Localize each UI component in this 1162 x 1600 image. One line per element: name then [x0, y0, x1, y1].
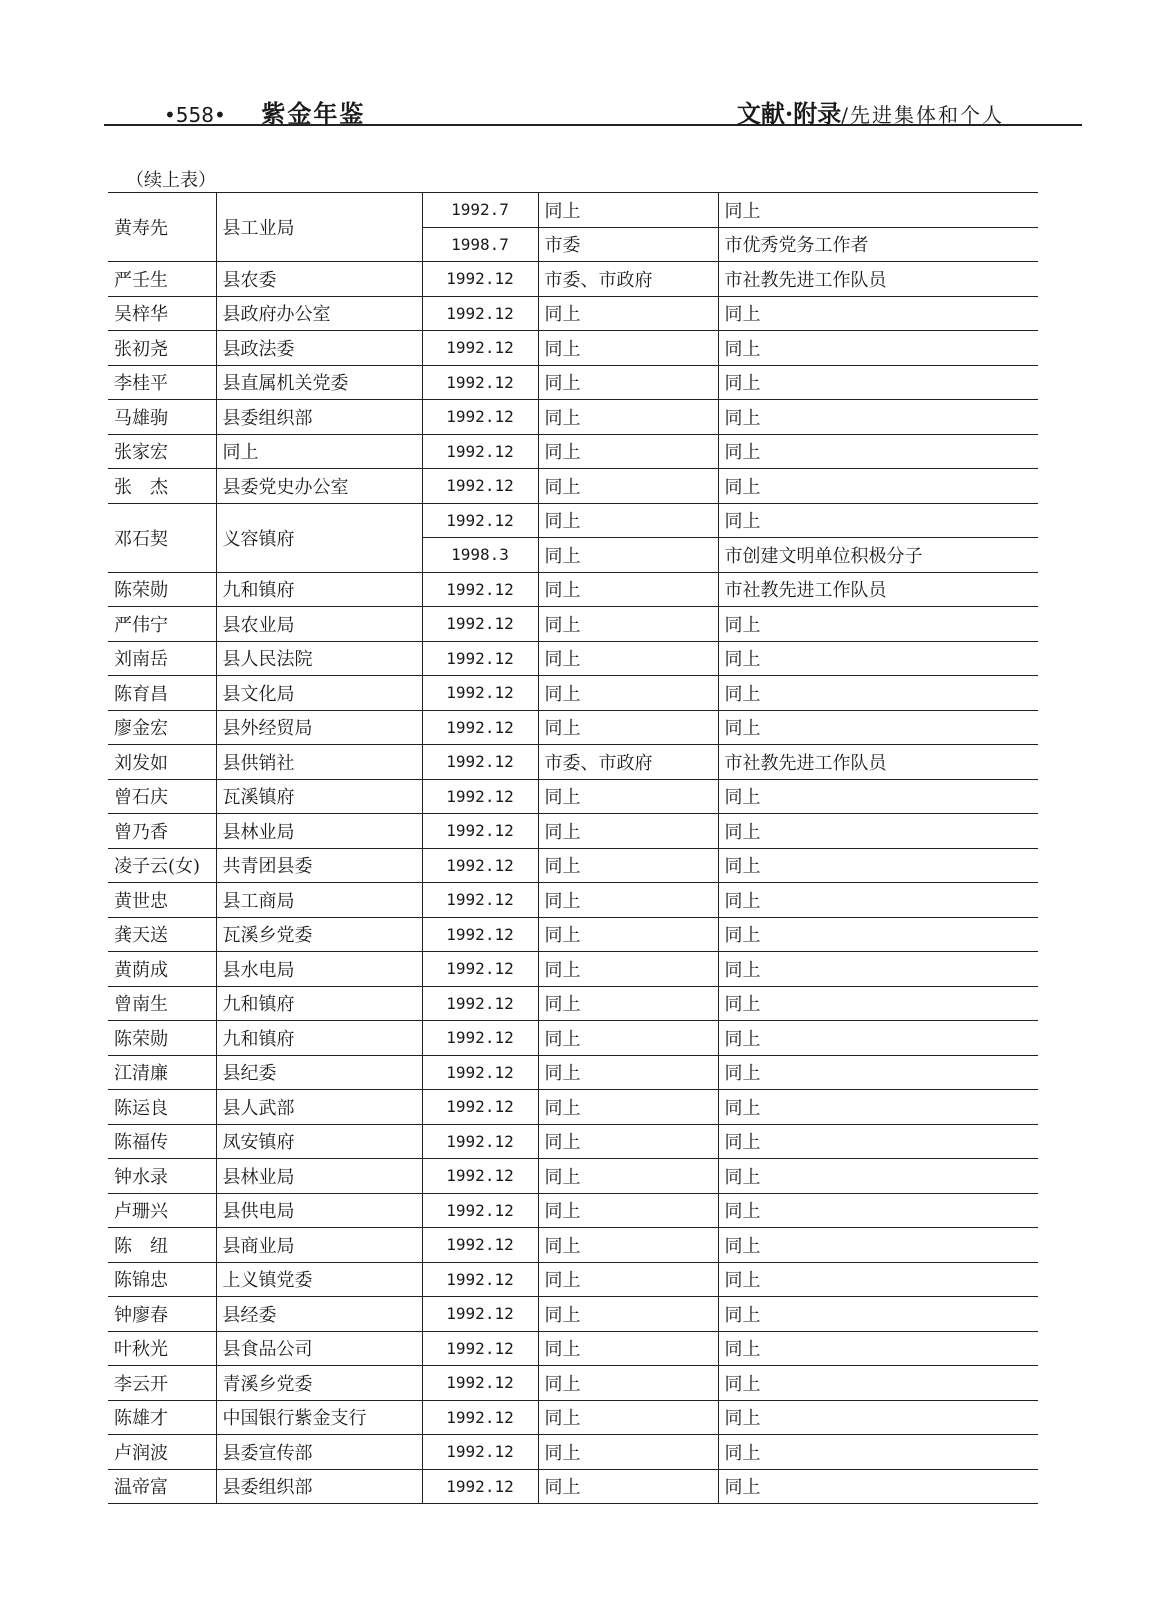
honor-title: 同上	[718, 952, 1038, 987]
table-row	[108, 1228, 1038, 1263]
table-row	[108, 1331, 1038, 1366]
person-name: 曾石庆	[108, 779, 216, 814]
honor-title: 同上	[718, 779, 1038, 814]
honor-title: 同上	[718, 331, 1038, 366]
person-name: 刘发如	[108, 745, 216, 780]
header-right	[737, 94, 1004, 129]
table-row	[108, 814, 1038, 849]
award-date: 1992.12	[422, 986, 538, 1021]
work-unit: 瓦溪镇府	[216, 779, 422, 814]
honor-title: 市创建文明单位积极分子	[718, 538, 1038, 573]
person-name: 陈雄才	[108, 1400, 216, 1435]
honor-title: 同上	[718, 848, 1038, 883]
award-issuer: 同上	[538, 331, 718, 366]
award-issuer: 同上	[538, 503, 718, 538]
honor-title: 同上	[718, 1262, 1038, 1297]
work-unit: 县商业局	[216, 1228, 422, 1263]
person-name: 吴梓华	[108, 296, 216, 331]
honor-title: 同上	[718, 365, 1038, 400]
award-issuer: 同上	[538, 710, 718, 745]
work-unit: 县外经贸局	[216, 710, 422, 745]
honor-title: 同上	[718, 296, 1038, 331]
person-name: 陈福传	[108, 1124, 216, 1159]
award-issuer: 同上	[538, 1159, 718, 1194]
work-unit: 县林业局	[216, 814, 422, 849]
award-issuer: 同上	[538, 1090, 718, 1125]
award-issuer: 同上	[538, 572, 718, 607]
award-date: 1992.12	[422, 331, 538, 366]
award-issuer: 市委	[538, 227, 718, 262]
award-date: 1992.12	[422, 1469, 538, 1504]
award-issuer: 同上	[538, 193, 718, 228]
award-date: 1992.12	[422, 296, 538, 331]
table-row	[108, 883, 1038, 918]
continued-note: （续上表）	[126, 170, 216, 191]
honor-title: 同上	[718, 1331, 1038, 1366]
award-issuer: 同上	[538, 1262, 718, 1297]
person-name: 邓石契	[108, 503, 216, 572]
work-unit: 县工商局	[216, 883, 422, 918]
award-date: 1992.12	[422, 745, 538, 780]
work-unit: 县农业局	[216, 607, 422, 642]
honor-title: 同上	[718, 1400, 1038, 1435]
honor-title: 同上	[718, 1228, 1038, 1263]
honor-title: 同上	[718, 1055, 1038, 1090]
award-date: 1992.12	[422, 607, 538, 642]
table-row	[108, 952, 1038, 987]
work-unit: 九和镇府	[216, 1021, 422, 1056]
award-issuer: 同上	[538, 1366, 718, 1401]
table-row	[108, 1159, 1038, 1194]
person-name: 陈运良	[108, 1090, 216, 1125]
table-row	[108, 1055, 1038, 1090]
honor-title: 同上	[718, 193, 1038, 228]
award-issuer: 同上	[538, 1297, 718, 1332]
award-date: 1992.12	[422, 1331, 538, 1366]
awards-table-body	[108, 193, 1038, 1504]
award-date: 1992.12	[422, 676, 538, 711]
person-name: 黄世忠	[108, 883, 216, 918]
table-row	[108, 331, 1038, 366]
book-title: 紫金年鉴	[261, 99, 366, 128]
table-row	[108, 262, 1038, 297]
person-name: 陈锦忠	[108, 1262, 216, 1297]
award-issuer: 同上	[538, 296, 718, 331]
table-row	[108, 469, 1038, 504]
table-row	[108, 434, 1038, 469]
award-issuer: 同上	[538, 1435, 718, 1470]
table-row	[108, 641, 1038, 676]
award-issuer: 同上	[538, 1021, 718, 1056]
work-unit: 县食品公司	[216, 1331, 422, 1366]
page-number: •558•	[164, 103, 226, 127]
honor-title: 同上	[718, 883, 1038, 918]
honor-title: 同上	[718, 1469, 1038, 1504]
person-name: 马雄驹	[108, 400, 216, 435]
honor-title: 同上	[718, 400, 1038, 435]
award-date: 1992.12	[422, 779, 538, 814]
award-issuer: 同上	[538, 1193, 718, 1228]
table-row	[108, 710, 1038, 745]
table-row	[108, 1469, 1038, 1504]
person-name: 严壬生	[108, 262, 216, 297]
award-issuer: 同上	[538, 814, 718, 849]
honor-title: 市社教先进工作队员	[718, 572, 1038, 607]
award-date: 1992.12	[422, 400, 538, 435]
honor-title: 同上	[718, 814, 1038, 849]
person-name: 李云开	[108, 1366, 216, 1401]
award-issuer: 同上	[538, 365, 718, 400]
table-row	[108, 1435, 1038, 1470]
person-name: 江清廉	[108, 1055, 216, 1090]
honor-title: 同上	[718, 641, 1038, 676]
award-date: 1992.12	[422, 1262, 538, 1297]
person-name: 陈荣勋	[108, 1021, 216, 1056]
award-date: 1998.3	[422, 538, 538, 573]
table-row	[108, 1021, 1038, 1056]
honor-title: 同上	[718, 1159, 1038, 1194]
honor-title: 同上	[718, 1435, 1038, 1470]
work-unit: 同上	[216, 434, 422, 469]
work-unit: 中国银行紫金支行	[216, 1400, 422, 1435]
person-name: 龚天送	[108, 917, 216, 952]
award-date: 1992.12	[422, 1193, 538, 1228]
award-date: 1992.12	[422, 1090, 538, 1125]
award-issuer: 同上	[538, 1124, 718, 1159]
person-name: 严伟宁	[108, 607, 216, 642]
table-row	[108, 745, 1038, 780]
award-date: 1992.12	[422, 848, 538, 883]
honor-title: 同上	[718, 607, 1038, 642]
award-date: 1992.12	[422, 814, 538, 849]
award-date: 1998.7	[422, 227, 538, 262]
page-header	[104, 84, 1082, 126]
honor-title: 同上	[718, 710, 1038, 745]
award-date: 1992.12	[422, 1021, 538, 1056]
work-unit: 县人武部	[216, 1090, 422, 1125]
award-issuer: 同上	[538, 917, 718, 952]
table-row	[108, 607, 1038, 642]
table-row	[108, 572, 1038, 607]
award-date: 1992.12	[422, 1400, 538, 1435]
table-row	[108, 1297, 1038, 1332]
award-date: 1992.12	[422, 1228, 538, 1263]
award-issuer: 市委、市政府	[538, 745, 718, 780]
honor-title: 同上	[718, 434, 1038, 469]
award-issuer: 同上	[538, 1228, 718, 1263]
person-name: 黄寿先	[108, 193, 216, 262]
work-unit: 县政法委	[216, 331, 422, 366]
award-date: 1992.12	[422, 469, 538, 504]
award-date: 1992.12	[422, 365, 538, 400]
header-left	[164, 94, 365, 129]
award-issuer: 同上	[538, 1400, 718, 1435]
person-name: 叶秋光	[108, 1331, 216, 1366]
work-unit: 县水电局	[216, 952, 422, 987]
work-unit: 县委宣传部	[216, 1435, 422, 1470]
award-issuer: 同上	[538, 883, 718, 918]
person-name: 钟水录	[108, 1159, 216, 1194]
work-unit: 县直属机关党委	[216, 365, 422, 400]
table-row	[108, 1090, 1038, 1125]
table-row	[108, 400, 1038, 435]
table-row	[108, 193, 1038, 228]
award-date: 1992.12	[422, 262, 538, 297]
work-unit: 县林业局	[216, 1159, 422, 1194]
award-date: 1992.12	[422, 952, 538, 987]
work-unit: 上义镇党委	[216, 1262, 422, 1297]
person-name: 张 杰	[108, 469, 216, 504]
award-date: 1992.12	[422, 1159, 538, 1194]
award-date: 1992.12	[422, 1055, 538, 1090]
honor-title: 市社教先进工作队员	[718, 745, 1038, 780]
work-unit: 瓦溪乡党委	[216, 917, 422, 952]
honor-title: 同上	[718, 1297, 1038, 1332]
honor-title: 同上	[718, 1193, 1038, 1228]
person-name: 陈荣勋	[108, 572, 216, 607]
award-date: 1992.12	[422, 1435, 538, 1470]
table-row	[108, 917, 1038, 952]
award-date: 1992.12	[422, 917, 538, 952]
work-unit: 县人民法院	[216, 641, 422, 676]
award-issuer: 同上	[538, 469, 718, 504]
award-issuer: 同上	[538, 986, 718, 1021]
work-unit: 县农委	[216, 262, 422, 297]
subsection-title: /先进集体和个人	[841, 103, 1004, 127]
award-issuer: 同上	[538, 607, 718, 642]
award-date: 1992.12	[422, 883, 538, 918]
award-issuer: 同上	[538, 676, 718, 711]
table-row	[108, 848, 1038, 883]
award-date: 1992.12	[422, 1366, 538, 1401]
person-name: 黄荫成	[108, 952, 216, 987]
honor-title: 同上	[718, 676, 1038, 711]
awards-table	[108, 192, 1038, 1504]
award-issuer: 同上	[538, 952, 718, 987]
work-unit: 县委组织部	[216, 400, 422, 435]
award-date: 1992.12	[422, 1124, 538, 1159]
table-row	[108, 296, 1038, 331]
work-unit: 县委党史办公室	[216, 469, 422, 504]
award-date: 1992.12	[422, 1297, 538, 1332]
honor-title: 同上	[718, 1021, 1038, 1056]
person-name: 陈 纽	[108, 1228, 216, 1263]
table-row	[108, 676, 1038, 711]
person-name: 李桂平	[108, 365, 216, 400]
honor-title: 同上	[718, 469, 1038, 504]
person-name: 张家宏	[108, 434, 216, 469]
person-name: 张初尧	[108, 331, 216, 366]
work-unit: 九和镇府	[216, 572, 422, 607]
person-name: 温帝富	[108, 1469, 216, 1504]
honor-title: 同上	[718, 1366, 1038, 1401]
person-name: 曾南生	[108, 986, 216, 1021]
honor-title: 市社教先进工作队员	[718, 262, 1038, 297]
work-unit: 义容镇府	[216, 503, 422, 572]
award-issuer: 同上	[538, 779, 718, 814]
work-unit: 青溪乡党委	[216, 1366, 422, 1401]
work-unit: 县文化局	[216, 676, 422, 711]
award-issuer: 同上	[538, 400, 718, 435]
honor-title: 同上	[718, 1090, 1038, 1125]
person-name: 刘南岳	[108, 641, 216, 676]
work-unit: 县政府办公室	[216, 296, 422, 331]
award-date: 1992.12	[422, 641, 538, 676]
honor-title: 同上	[718, 1124, 1038, 1159]
award-issuer: 同上	[538, 1055, 718, 1090]
table-row	[108, 365, 1038, 400]
award-issuer: 同上	[538, 434, 718, 469]
work-unit: 县工业局	[216, 193, 422, 262]
work-unit: 县纪委	[216, 1055, 422, 1090]
person-name: 凌子云(女)	[108, 848, 216, 883]
work-unit: 共青团县委	[216, 848, 422, 883]
work-unit: 九和镇府	[216, 986, 422, 1021]
person-name: 卢润波	[108, 1435, 216, 1470]
honor-title: 同上	[718, 917, 1038, 952]
person-name: 曾乃香	[108, 814, 216, 849]
honor-title: 同上	[718, 503, 1038, 538]
table-row	[108, 1193, 1038, 1228]
table-row	[108, 1124, 1038, 1159]
work-unit: 凤安镇府	[216, 1124, 422, 1159]
award-date: 1992.7	[422, 193, 538, 228]
work-unit: 县委组织部	[216, 1469, 422, 1504]
award-issuer: 同上	[538, 641, 718, 676]
table-row	[108, 503, 1038, 538]
award-date: 1992.12	[422, 434, 538, 469]
section-title: 文献·附录	[736, 99, 842, 128]
person-name: 陈育昌	[108, 676, 216, 711]
table-row	[108, 1400, 1038, 1435]
work-unit: 县经委	[216, 1297, 422, 1332]
award-issuer: 同上	[538, 538, 718, 573]
award-issuer: 同上	[538, 1469, 718, 1504]
honor-title: 同上	[718, 986, 1038, 1021]
work-unit: 县供电局	[216, 1193, 422, 1228]
award-issuer: 市委、市政府	[538, 262, 718, 297]
table-row	[108, 779, 1038, 814]
person-name: 廖金宏	[108, 710, 216, 745]
award-date: 1992.12	[422, 710, 538, 745]
table-row	[108, 1262, 1038, 1297]
award-issuer: 同上	[538, 1331, 718, 1366]
work-unit: 县供销社	[216, 745, 422, 780]
award-issuer: 同上	[538, 848, 718, 883]
person-name: 卢珊兴	[108, 1193, 216, 1228]
person-name: 钟廖春	[108, 1297, 216, 1332]
award-date: 1992.12	[422, 503, 538, 538]
award-date: 1992.12	[422, 572, 538, 607]
table-row	[108, 1366, 1038, 1401]
table-row	[108, 986, 1038, 1021]
honor-title: 市优秀党务工作者	[718, 227, 1038, 262]
